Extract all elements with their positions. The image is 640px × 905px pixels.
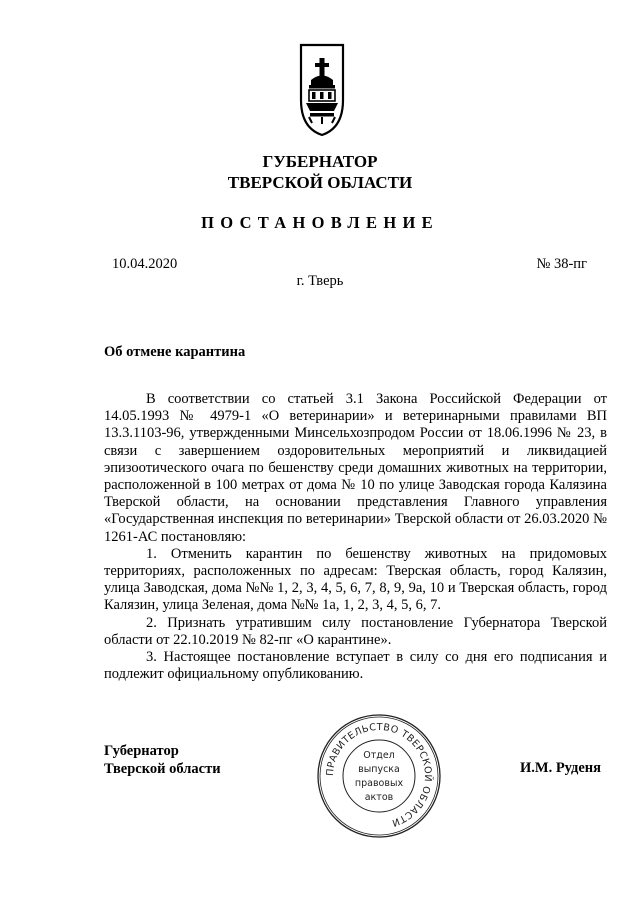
preamble-paragraph: В соответствии со статьей 3.1 Закона Российской Федерации от 14.05.1993 № 4979-1 «О ветеринарии» и ветеринарными правилами ВП 13.3.1103-96, утвержденными Минсельхозпродом России от 18.06.1996 № 23, в связи с завершением оздоровительных мероприятий и ликвидацией эпизоотического очага по бешенству среди домашних животных на территории, расположенной в 100 метрах от дома № 10 по улице Заводская города Калязина Тверской области, на основании представления Главного управления «Государственная инспекция по ветеринарии» Тверской области от 26.03.2020 № 1261-АС постановляю: [104,391,607,545]
clause-paragraph: 2. Признать утратившим силу постановление Губернатора Тверской области от 22.10.2019 № 82-пг «О карантине». [104,614,607,648]
stamp-center-line: Отдел [363,750,395,761]
document-type-heading: ПОСТАНОВЛЕНИЕ [201,213,439,232]
authority-title-line1: ГУБЕРНАТОР [262,152,378,171]
clause-paragraph: 3. Настоящее постановление вступает в силу со дня его подписания и подлежит официальному опубликованию. [104,649,607,683]
document-date: 10.04.2020 [112,256,178,272]
document-city: г. Тверь [296,273,344,289]
document-subject: Об отмене карантина [104,344,246,360]
signatory-name: И.М. Руденя [519,760,601,776]
official-stamp [316,713,442,839]
signatory-title [104,742,221,778]
document-number: № 38-пг [536,256,587,272]
stamp-center-line: выпуска [358,764,400,775]
stamp-center-line: актов [364,792,394,803]
clause-paragraph: 1. Отменить карантин по бешенству животных на придомовых территориях, расположенных по адресам: Тверская область, город Калязин, улица Заводская, дома №№ 1, 2, 3, 4, 5, 6, 7, 8, 9, 9а, 10 и Тверская область, город Калязин, улица Зеленая, дома №№ 1а, 1, 2, 3, 4, 5, 6, 7. [104,545,607,614]
signatory-title-line1: Губернатор [104,743,179,759]
tver-oblast-coat-of-arms-icon [298,42,346,138]
authority-title-line2: ТВЕРСКОЙ ОБЛАСТИ [227,173,413,192]
signatory-title-line2: Тверской области [104,761,221,777]
stamp-center-line: правовых [354,778,404,789]
document-body [104,391,607,683]
stamp-ring-text: ПРАВИТЕЛЬСТВО ТВЕРСКОЙ ОБЛАСТИ [324,721,434,829]
